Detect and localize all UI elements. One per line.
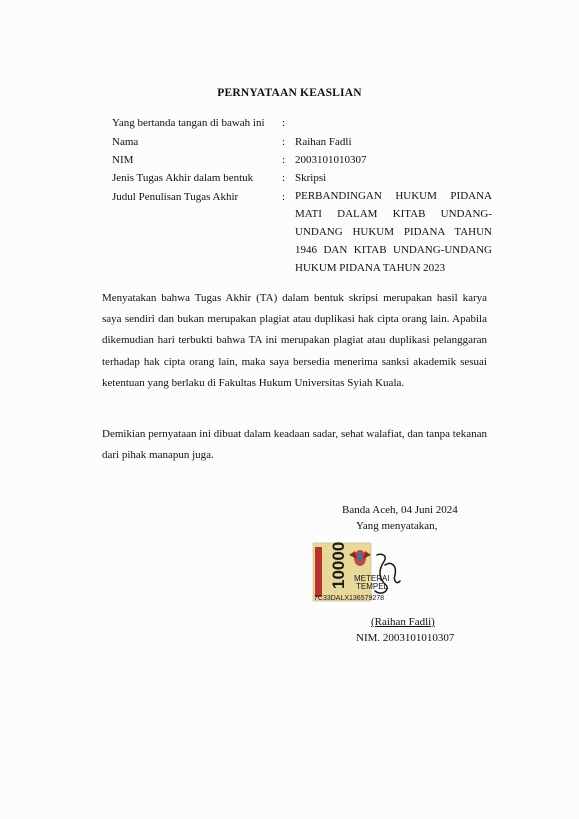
closing-paragraph: Demikian pernyataan ini dibuat dalam keadaan sadar, sehat walafiat, dan tanpa tekanan dari pihak manapun juga. <box>102 428 487 462</box>
field-colon: : <box>282 154 286 166</box>
signer-name: (Raihan Fadli) <box>371 616 435 628</box>
declarant-label: Yang menyatakan, <box>356 520 438 532</box>
stamp-serial: 7C33DALX136579278 <box>314 595 385 602</box>
field-label: Nama <box>112 136 139 148</box>
field-value: Raihan Fadli <box>295 136 352 148</box>
document-title: PERNYATAAN KEASLIAN <box>217 87 362 99</box>
stamp-line1: METERAI <box>354 574 390 583</box>
stamp-red-strip <box>315 547 322 597</box>
intro-colon: : <box>282 117 286 129</box>
field-value: 2003101010307 <box>295 154 367 166</box>
field-colon: : <box>282 172 286 184</box>
stamp-graphic <box>311 541 401 604</box>
field-colon: : <box>282 136 286 148</box>
field-label: NIM <box>112 154 134 166</box>
stamp-value: 10000 <box>329 541 348 589</box>
intro-text: Yang bertanda tangan di bawah ini <box>112 117 265 129</box>
field-label: Judul Penulisan Tugas Akhir <box>112 191 239 203</box>
field-colon: : <box>282 191 286 203</box>
field-label: Jenis Tugas Akhir dalam bentuk <box>112 172 254 184</box>
place-date: Banda Aceh, 04 Juni 2024 <box>342 504 458 516</box>
statement-paragraph: Menyatakan bahwa Tugas Akhir (TA) dalam bentuk skripsi merupakan hasil karya saya sendiri dan bukan merupakan plagiat atau duplikasi hak cipta orang lain. Apabila dikemudian hari terbukti bahwa TA ini merupakan plagiat atau duplikasi pelanggaran terhadap hak cipta orang lain, maka saya bersedia menerima sanksi akademik sesuai ketentuan yang berlaku di Fakultas Hukum Universitas Syiah Kuala. <box>102 292 487 389</box>
stamp-line2: TEMPEL <box>356 582 389 591</box>
signer-nim: NIM. 2003101010307 <box>356 632 455 644</box>
meterai-stamp <box>311 541 401 604</box>
field-value: Skripsi <box>295 172 327 184</box>
thesis-title-value: PERBANDINGAN HUKUM PIDANA MATI DALAM KITAB UNDANG-UNDANG HUKUM PIDANA TAHUN 1946 DAN KITAB UNDANG-UNDANG HUKUM PIDANA TAHUN 2023 <box>295 190 492 274</box>
